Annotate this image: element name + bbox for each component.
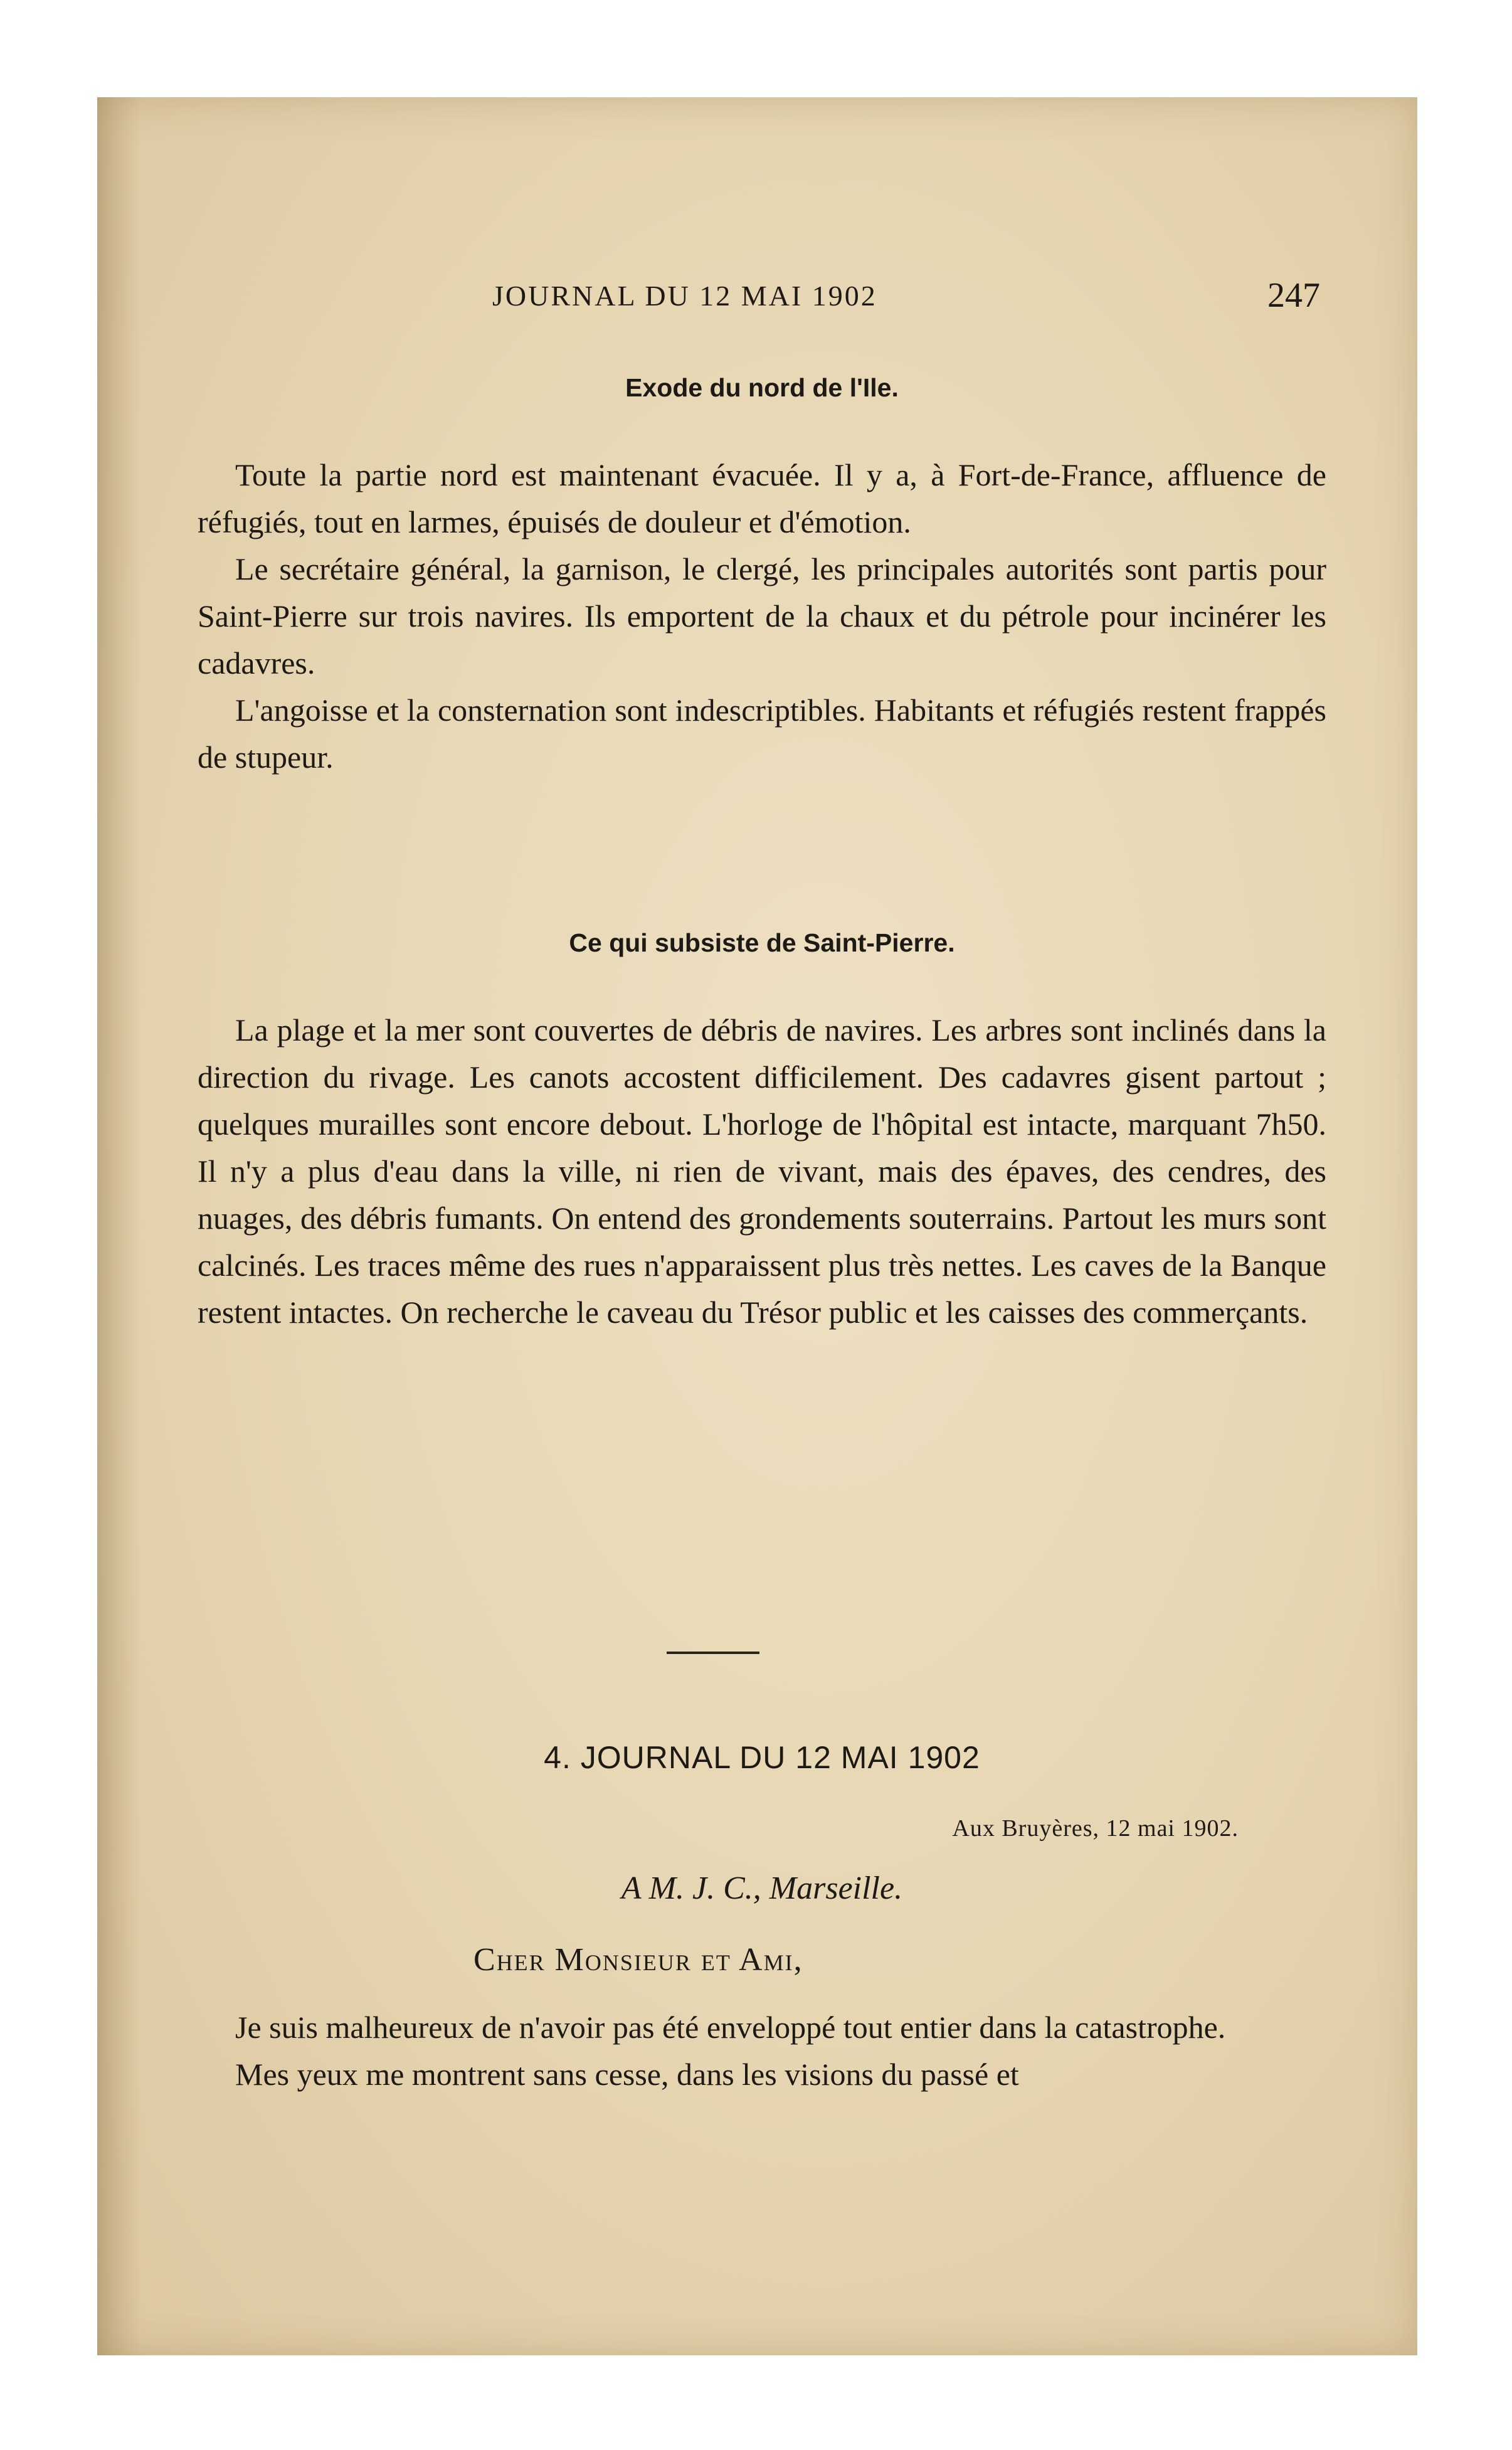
paragraph: La plage et la mer sont couvertes de débris de navires. Les arbres sont inclinés dans la direction du rivage. Les canots accostent difficilement. Des cadavres gisent partout ; quelques murailles sont encore debout. L'horloge de l'hôpital est intacte, marquant 7h50. Il n'y a plus d'eau dans la ville, ni rien de vivant, mais des épaves, des cendres, des nuages, des débris fumants. On entend des grondements souterrains. Partout les murs sont calcinés. Les traces même des rues n'apparaissent plus très nettes. Les caves de la Banque restent intactes. On recherche le caveau du Trésor public et les caisses des commerçants. bbox=[198, 1012, 1326, 1330]
running-head: JOURNAL DU 12 MAI 1902 bbox=[492, 280, 877, 312]
chapter-heading: 4. JOURNAL DU 12 MAI 1902 bbox=[544, 1740, 980, 1775]
paragraph: Toute la partie nord est maintenant évacuée. Il y a, à Fort-de-France, affluence de réfugiés, tout en larmes, épuisés de douleur et d'émotion. bbox=[198, 457, 1326, 539]
section-heading-exode: Exode du nord de l'Ile. bbox=[625, 373, 899, 402]
paragraph: Mes yeux me montrent sans cesse, dans les visions du passé et bbox=[235, 2057, 1019, 2092]
page-number: 247 bbox=[1267, 276, 1320, 315]
paragraph: L'angoisse et la consternation sont indescriptibles. Habitants et réfugiés restent frappés de stupeur. bbox=[198, 692, 1326, 775]
section-heading-saint-pierre: Ce qui subsiste de Saint-Pierre. bbox=[569, 928, 955, 957]
paragraph: Le secrétaire général, la garnison, le clergé, les principales autorités sont partis pour Saint-Pierre sur trois navires. Ils emportent de la chaux et du pétrole pour incinérer les cadavres. bbox=[198, 551, 1326, 681]
letter-body bbox=[198, 2004, 1326, 2098]
letter-salutation: Cher Monsieur et Ami, bbox=[473, 1942, 803, 1978]
letter-dateline: Aux Bruyères, 12 mai 1902. bbox=[952, 1815, 1239, 1842]
book-page bbox=[97, 97, 1417, 2355]
chapter-journal bbox=[198, 97, 1326, 2355]
paragraph: Je suis malheureux de n'avoir pas été enveloppé tout entier dans la catastrophe. bbox=[235, 2010, 1226, 2045]
letter-addressee: A M. J. C., Marseille. bbox=[621, 1870, 903, 1906]
